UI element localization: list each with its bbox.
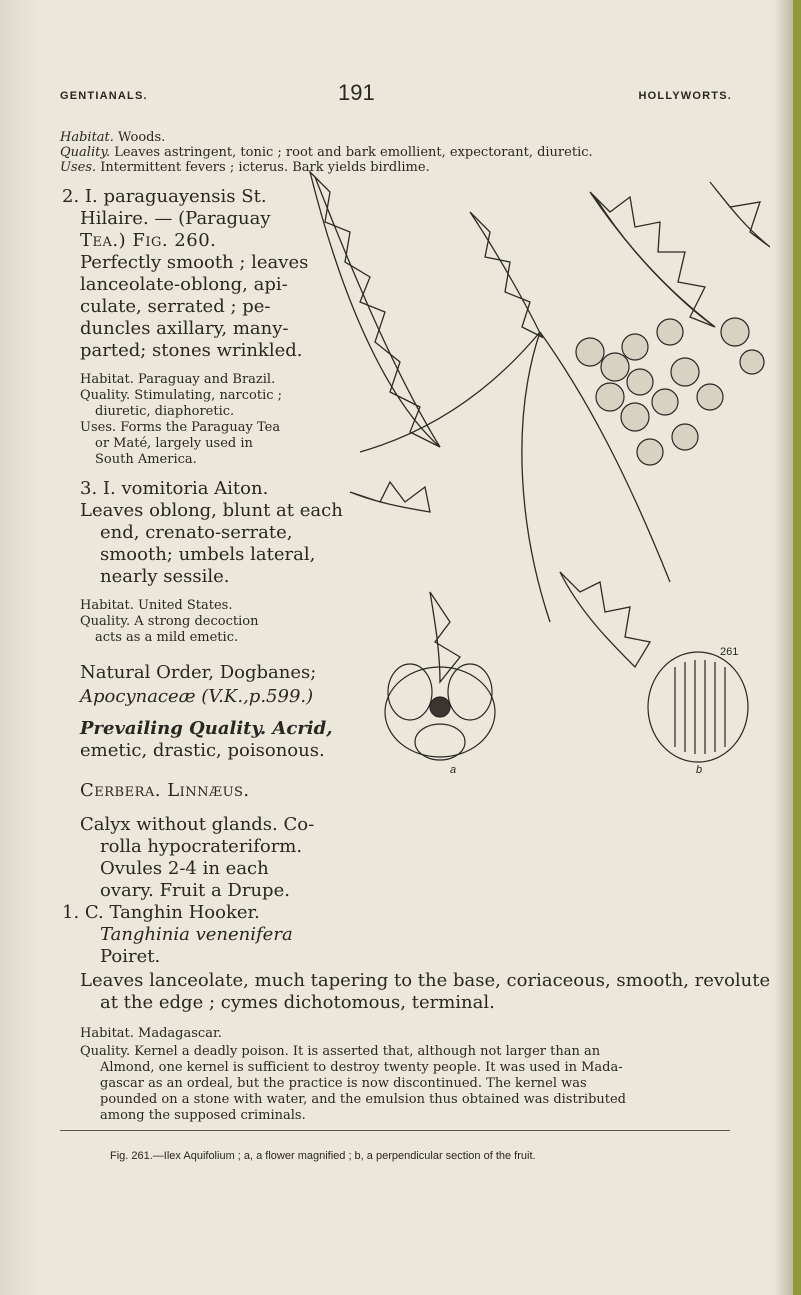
figure-number: 261 (720, 646, 739, 658)
magnified-flower-petal (448, 664, 492, 720)
species3-quality-1: Quality. A strong decoction (80, 614, 259, 629)
holly-berry (596, 383, 624, 411)
species2-line-0: 2. I. paraguayensis St. (62, 186, 267, 207)
cerbera-genus: Cerbera. Linnæus. (80, 780, 250, 801)
figure-label-b: b (696, 764, 703, 776)
holly-leaf (710, 182, 770, 247)
figure-caption: Fig. 261.—Ilex Aquifolium ; a, a flower magnified ; b, a perpendicular section of the fruit. (110, 1150, 536, 1162)
species3-line-0: 3. I. vomitoria Aiton. (80, 478, 269, 499)
prevailing-quality-2: emetic, drastic, poisonous. (80, 740, 325, 761)
species2-line-7: parted; stones wrinkled. (80, 340, 303, 361)
holly-stem (522, 332, 550, 622)
holly-stem (360, 332, 540, 452)
caption-rule (60, 1130, 730, 1131)
cerbera-quality-1: Quality. Kernel a deadly poison. It is asserted that, although not larger than an (80, 1044, 601, 1059)
holly-illustration (290, 152, 770, 776)
page-edge-binding (793, 0, 801, 1295)
species2-uses-1: Uses. Forms the Paraguay Tea (80, 420, 281, 435)
holly-leaf (350, 482, 430, 512)
species2-quality-1: Quality. Stimulating, narcotic ; (80, 388, 283, 403)
cerbera-line-7: Poiret. (100, 946, 161, 967)
holly-leaf-midrib (315, 177, 440, 447)
cerbera-line-5: 1. C. Tanghin Hooker. (62, 902, 260, 923)
species2-line-5: culate, serrated ; pe- (80, 296, 271, 317)
species2-line-1: Hilaire. — (Paraguay (80, 208, 271, 229)
holly-berry (652, 389, 678, 415)
cerbera-habitat: Habitat. Madagascar. (80, 1026, 222, 1041)
cerbera-quality-3: gascar as an ordeal, but the practice is now discontinued. The kernel was (100, 1076, 587, 1091)
fruit-section (648, 652, 748, 762)
species3-line-1: Leaves oblong, blunt at each (80, 500, 343, 521)
holly-berry (627, 369, 653, 395)
cerbera-line-6: Tanghinia venenifera (100, 924, 293, 945)
natural-order-line-1: Natural Order, Dogbanes; (80, 662, 317, 683)
holly-leaf (470, 212, 542, 337)
holly-berry (576, 338, 604, 366)
page-number: 191 (338, 80, 375, 105)
cerbera-description-2: at the edge ; cymes dichotomous, terminal. (100, 992, 495, 1013)
figure-label-a: a (450, 764, 457, 776)
cerbera-quality-5: among the supposed criminals. (100, 1108, 306, 1123)
holly-leaf (560, 572, 650, 667)
header-left: GENTIANALS. (60, 90, 148, 102)
holly-berry (637, 439, 663, 465)
holly-berry (672, 424, 698, 450)
running-header (60, 80, 732, 110)
cerbera-line-2: rolla hypocrateriform. (100, 836, 303, 857)
prevailing-quality-1: Prevailing Quality. Acrid, (80, 718, 333, 739)
holly-berry (622, 334, 648, 360)
species2-line-6: duncles axillary, many- (80, 318, 289, 339)
species3-habitat: Habitat. United States. (80, 598, 233, 613)
holly-berry (601, 353, 629, 381)
cerbera-line-3: Ovules 2-4 in each (100, 858, 269, 879)
intro-uses: Uses. Intermittent fevers ; icterus. Bark yields birdlime. (60, 160, 430, 175)
cerbera-line-1: Calyx without glands. Co- (80, 814, 315, 835)
holly-berry (740, 350, 764, 374)
holly-illustration-svg (290, 152, 770, 772)
species2-uses-2: or Maté, largely used in (95, 436, 253, 451)
magnified-flower-petal (415, 724, 465, 760)
cerbera-description-1: Leaves lanceolate, much tapering to the base, coriaceous, smooth, revolute (80, 970, 771, 991)
holly-leaf (590, 192, 715, 327)
cerbera-quality-2: Almond, one kernel is sufficient to destroy twenty people. It was used in Mada- (100, 1060, 623, 1075)
holly-berry (621, 403, 649, 431)
species3-line-3: smooth; umbels lateral, (100, 544, 316, 565)
species3-line-2: end, crenato-serrate, (100, 522, 293, 543)
species2-line-4: lanceolate-oblong, api- (80, 274, 288, 295)
species2-line-2: Tea.) Fig. 260. (80, 230, 217, 251)
holly-berry (671, 358, 699, 386)
natural-order-line-2: Apocynaceæ (V.K.,p.599.) (80, 686, 314, 707)
intro-quality: Quality. Leaves astringent, tonic ; root and bark emollient, expectorant, diuretic. (60, 145, 593, 160)
cerbera-quality-4: pounded on a stone with water, and the emulsion thus obtained was distributed (100, 1092, 627, 1107)
magnified-flower-center (430, 697, 450, 717)
header-right: HOLLYWORTS. (638, 90, 732, 102)
species2-uses-3: South America. (95, 452, 197, 467)
species3-line-4: nearly sessile. (100, 566, 230, 587)
species3-quality-2: acts as a mild emetic. (95, 630, 239, 645)
holly-berry (657, 319, 683, 345)
species2-habitat: Habitat. Paraguay and Brazil. (80, 372, 276, 387)
intro-habitat: Habitat. Woods. (60, 130, 166, 145)
magnified-flower-petal (388, 664, 432, 720)
species2-line-3: Perfectly smooth ; leaves (80, 252, 309, 273)
species2-quality-2: diuretic, diaphoretic. (95, 404, 235, 419)
holly-leaf-midrib (595, 197, 715, 327)
holly-berry (721, 318, 749, 346)
cerbera-line-4: ovary. Fruit a Drupe. (100, 880, 290, 901)
holly-berry (697, 384, 723, 410)
fruit-section-hatching (675, 660, 725, 754)
